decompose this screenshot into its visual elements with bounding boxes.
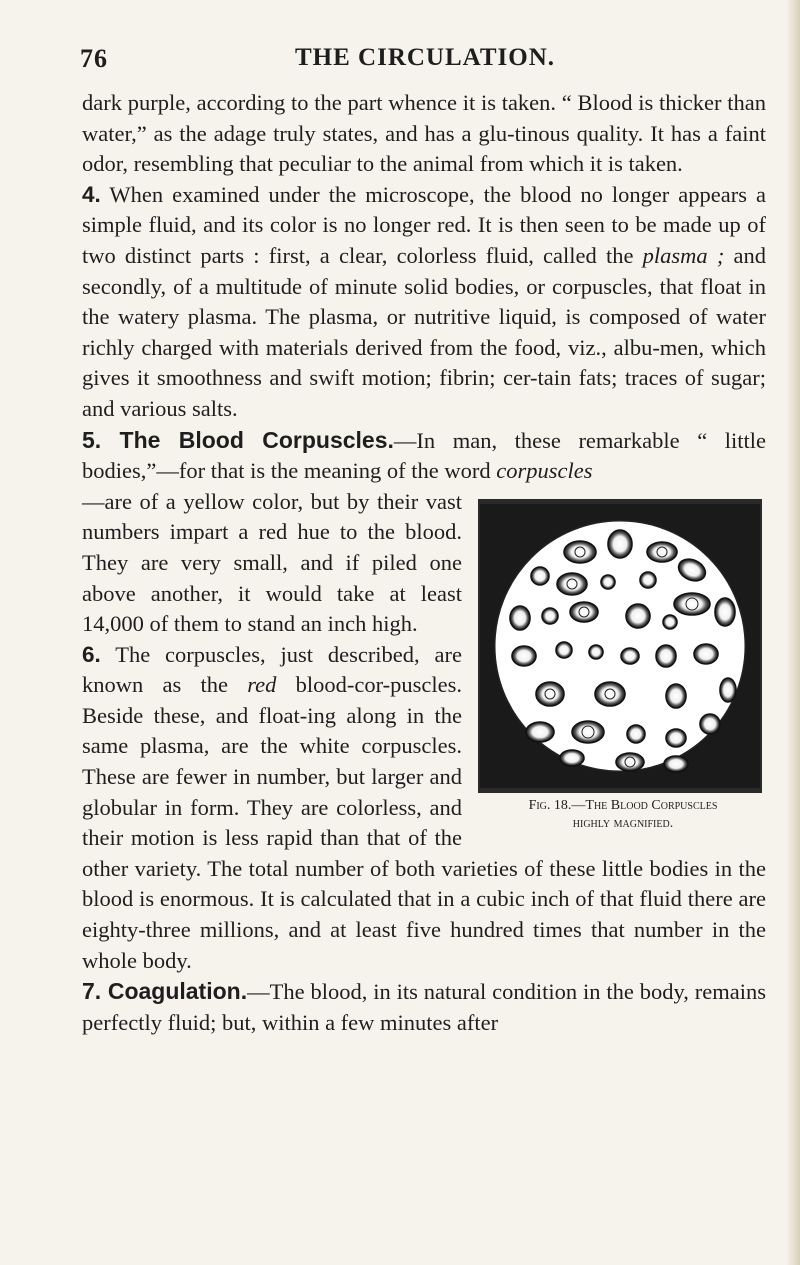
section-heading-blood-corpuscles: 5. The Blood Corpuscles. xyxy=(82,426,394,453)
paragraph-1-text: dark purple, according to the part whence it is taken. “ Blood is thicker than water,” as the adage truly states, and has a glu-tinous quality. It has a faint odor, resembling that peculiar to the animal from which it is taken. xyxy=(82,90,766,177)
figure-illustration xyxy=(478,499,762,793)
figure-caption-line-1: Fig. 18.—The Blood Corpuscles xyxy=(528,797,718,813)
figure-caption-line-2: highly magnified. xyxy=(572,815,674,831)
term-plasma: plasma ; xyxy=(642,242,725,268)
running-title: THE CIRCULATION. xyxy=(294,44,556,71)
section-number-6: 6. xyxy=(82,641,101,667)
body-text xyxy=(82,88,766,1038)
section-heading-coagulation: 7. Coagulation. xyxy=(82,978,248,1005)
section-number-4: 4. xyxy=(82,181,101,207)
paragraph-2-text-b: and secondly, of a multitude of minute solid bodies, or corpuscles, that float in the watery plasma. The plasma, or nutritive liquid, is composed of water richly charged with materials derived from the food, viz., albu-men, which gives it smoothness and swift motion; fibrin; cer-tain fats; traces of sugar; and various salts. xyxy=(82,242,766,421)
page-header xyxy=(80,44,770,84)
figure-caption xyxy=(476,797,766,833)
paragraph-4-text-b: blood-cor-puscles. Beside these, and float-ing along in the same plasma, are the white corpuscles. These are fewer in number, but larger and globular in form. They are colorless, and their motion is less rapid than that of the other variety. The total number of both varieties of these little bodies in the blood is enormous. It is calculated that in a cubic inch of that fluid there are eighty-three millions, and at least five hundred times that number in the whole body. xyxy=(82,672,766,973)
paragraph-2-text-a: When examined under the microscope, the blood no longer appears a simple fluid, and its color is no longer red. It is then seen to be made up of two distinct parts : first, a clear, colorless fluid, called the xyxy=(82,181,766,268)
paragraph-2 xyxy=(82,180,766,425)
paragraph-5 xyxy=(82,976,766,1038)
figure-18 xyxy=(476,499,766,851)
paragraph-4-text-a: The corpuscles, just described, are known as the xyxy=(82,641,462,698)
page-number: 76 xyxy=(80,44,108,73)
paragraph-3 xyxy=(82,425,766,487)
paragraph-3-text-a: —In man, these remarkable “ little bodies,”—for that is the meaning of the word xyxy=(82,427,767,484)
term-red: red xyxy=(247,672,277,698)
paragraph-5-text: —The blood, in its natural condition in the body, remains perfectly fluid; but, within a few minutes after xyxy=(82,979,767,1035)
paragraph-1 xyxy=(82,88,766,180)
term-corpuscles: corpuscles xyxy=(496,458,593,484)
page-edge xyxy=(786,0,800,1265)
paragraph-3-text-b: —are of a yellow color, but by their vast numbers impart a red hue to the blood. They are very small, and if piled one above another, it would take at least 14,000 of them to stand an inch high. xyxy=(82,488,462,637)
blood-corpuscles-illustration xyxy=(480,504,760,788)
